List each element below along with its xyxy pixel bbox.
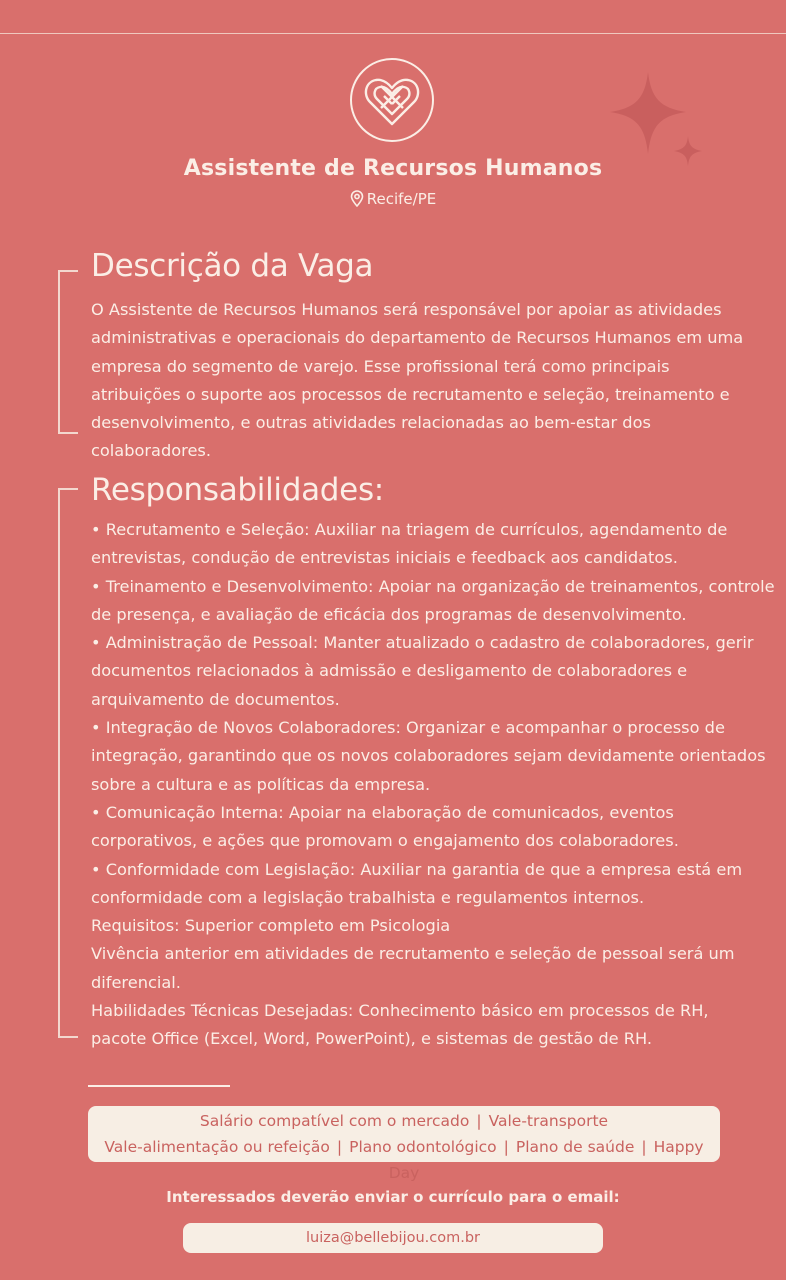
map-pin-icon xyxy=(350,190,364,207)
responsibilities-body xyxy=(91,516,775,1054)
responsibility-line: entrevistas, condução de entrevistas iniciais e feedback aos candidatos. xyxy=(91,548,678,568)
benefit-item: Plano odontológico xyxy=(349,1138,497,1156)
responsibilities-bracket xyxy=(58,488,78,1038)
description-line: O Assistente de Recursos Humanos será responsável por apoiar as atividades xyxy=(91,300,722,319)
responsibility-line: arquivamento de documentos. xyxy=(91,689,340,709)
responsibility-line: • Integração de Novos Colaboradores: Organizar e acompanhar o processo de xyxy=(91,718,725,738)
description-body xyxy=(91,296,751,466)
benefit-item: Vale-transporte xyxy=(488,1112,609,1130)
responsibility-line: sobre a cultura e as políticas da empresa. xyxy=(91,774,431,794)
benefit-item: Salário compatível com o mercado xyxy=(199,1112,470,1130)
responsibility-line: corporativos, e ações que promovam o engajamento dos colaboradores. xyxy=(91,831,679,851)
description-line: colaboradores. xyxy=(91,441,211,461)
interlaced-heart-logo-icon xyxy=(350,58,434,142)
responsibility-line: • Conformidade com Legislação: Auxiliar na garantia de que a empresa está em xyxy=(91,859,743,879)
benefit-separator: | xyxy=(641,1138,647,1156)
benefit-separator: | xyxy=(336,1138,343,1156)
benefits-row xyxy=(88,1108,720,1134)
responsibility-line: • Treinamento e Desenvolvimento: Apoiar na organização de treinamentos, controle xyxy=(91,576,775,596)
apply-instructions: Interessados deverão enviar o currículo para o email: xyxy=(166,1188,620,1206)
responsibility-line: integração, garantindo que os novos colaboradores sejam devidamente orientados xyxy=(91,746,766,766)
responsibility-line: documentos relacionados à admissão e desligamento de colaboradores e xyxy=(91,661,688,681)
benefit-separator: | xyxy=(476,1112,482,1130)
skills-line: pacote Office (Excel, Word, PowerPoint), e sistemas de gestão de RH. xyxy=(91,1029,653,1049)
description-heading: Descrição da Vaga xyxy=(91,248,374,284)
benefit-separator: | xyxy=(503,1138,509,1156)
description-line: atribuições o suporte aos processos de recrutamento e seleção, treinamento e xyxy=(91,384,730,404)
email-link[interactable]: luiza@bellebijou.com.br xyxy=(183,1223,603,1253)
responsibility-line: • Administração de Pessoal: Manter atualizado o cadastro de colaboradores, gerir xyxy=(91,633,754,653)
top-divider-line xyxy=(0,33,786,34)
skills-line: Habilidades Técnicas Desejadas: Conhecimento básico em processos de RH, xyxy=(91,1001,709,1021)
description-line: administrativas e operacionais do departamento de Recursos Humanos em uma xyxy=(91,328,744,348)
requirements-line: Vivência anterior em atividades de recrutamento e seleção de pessoal será um xyxy=(91,944,735,964)
benefit-item: Plano de saúde xyxy=(515,1138,635,1156)
description-line: desenvolvimento, e outras atividades relacionadas ao bem-estar dos xyxy=(91,413,651,433)
benefits-row xyxy=(88,1134,720,1186)
location-text: Recife/PE xyxy=(366,190,437,208)
responsibilities-heading: Responsabilidades: xyxy=(91,472,384,508)
job-location xyxy=(0,190,786,208)
responsibility-line: • Recrutamento e Seleção: Auxiliar na triagem de currículos, agendamento de xyxy=(91,520,728,539)
requirements-line: Requisitos: Superior completo em Psicologia xyxy=(91,916,451,936)
benefits-box xyxy=(88,1106,720,1182)
job-title: Assistente de Recursos Humanos xyxy=(183,156,603,181)
responsibility-line: de presença, e avaliação de eficácia dos programas de desenvolvimento. xyxy=(91,604,687,624)
benefit-item: Vale-alimentação ou refeição xyxy=(104,1138,330,1156)
responsibility-line: conformidade com a legislação trabalhista e regulamentos internos. xyxy=(91,887,645,907)
requirements-line: diferencial. xyxy=(91,972,181,992)
section-divider xyxy=(88,1085,230,1087)
description-bracket xyxy=(58,270,78,434)
benefit-item: Happy Day xyxy=(388,1138,704,1182)
responsibility-line: • Comunicação Interna: Apoiar na elaboração de comunicados, eventos xyxy=(91,802,674,822)
description-line: empresa do segmento de varejo. Esse profissional terá como principais xyxy=(91,356,670,376)
